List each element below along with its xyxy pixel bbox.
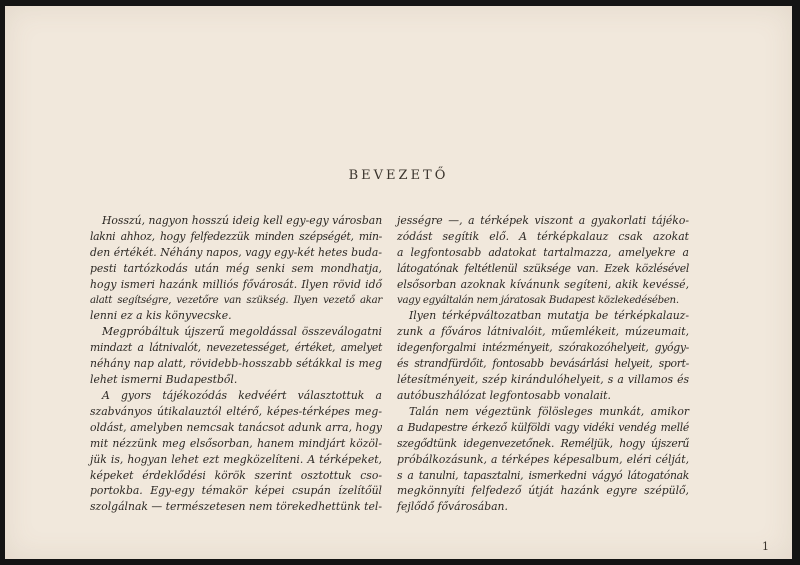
text-line: lakni ahhoz, hogy felfedezzük minden szépségét, min- (90, 229, 382, 243)
text-line: a legfontosabb adatokat tartalmazza, amelyekre a (397, 245, 689, 259)
text-line: és strandfürdőit, fontosabb bevásárlási helyeit, sport- (397, 357, 689, 371)
page-title: BEVEZETŐ (348, 168, 449, 183)
text-line: pesti tartózkodás után még senki sem mondhatja, (90, 261, 382, 275)
text-line: Talán nem végeztünk fölösleges munkát, amikor (409, 404, 689, 418)
text-line: látogatónak feltétlenül szüksége van. Ezek közlésével (397, 261, 689, 275)
text-column-left (90, 213, 382, 515)
page-number: 1 (762, 540, 769, 553)
text-line: mindazt a látnivalót, nevezetességet, értéket, amelyet (90, 341, 382, 355)
text-line: fejlődő fővárosában. (397, 500, 508, 514)
text-line: a Budapestre érkező külföldi vagy vidéki vendég mellé (397, 420, 689, 434)
text-line: elsősorban azoknak kívánunk segíteni, akik kevéssé, (397, 277, 689, 291)
text-line: képeket érdeklődési körök szerint osztottuk cso- (90, 468, 382, 482)
text-line: autóbuszhálózat legfontosabb vonalait. (397, 388, 611, 402)
text-line: hogy ismeri hazánk milliós fővárosát. Ilyen rövid idő (90, 277, 382, 291)
book-page (5, 6, 792, 559)
text-line: zunk a főváros látnivalóit, műemlékeit, múzeumait, (397, 325, 689, 339)
text-line: A gyors tájékozódás kedvéért választottuk a (102, 388, 382, 402)
text-column-right (397, 213, 689, 515)
text-line: megkönnyíti felfedező útját hazánk egyre szépülő, (397, 484, 689, 498)
text-line: den értékét. Néhány napos, vagy egy-két hetes buda- (90, 245, 382, 259)
text-line: idegenforgalmi intézményeit, szórakozóhelyeit, gyógy- (397, 341, 689, 355)
text-line: Megpróbáltuk újszerű megoldással összeválogatni (102, 325, 382, 339)
text-line: jességre —, a térképek viszont a gyakorlati tájéko- (397, 214, 689, 227)
text-line: jük is, hogyan lehet ezt megközelíteni. A térképeket, (90, 452, 382, 466)
text-line: alatt segítségre, vezetőre van szükség. Ilyen vezető akar (90, 294, 382, 306)
text-line: szegődtünk idegenvezetőnek. Reméljük, hogy újszerű (397, 436, 689, 450)
text-line: Hosszú, nagyon hosszú ideig kell egy-egy városban (102, 214, 383, 227)
text-line: létesítményeit, szép kirándulóhelyeit, s a villamos és (397, 373, 689, 387)
text-line: s a tanulni, tapasztalni, ismerkedni vágyó látogatónak (397, 468, 689, 482)
text-line: mit nézzünk meg elsősorban, hanem mindjárt közöl- (90, 436, 382, 450)
text-line: szolgálnak — természetesen nem törekedhettünk tel- (90, 500, 382, 514)
text-line: néhány nap alatt, rövidebb-hosszabb sétákkal is meg (90, 357, 382, 371)
text-line: lenni ez a kis könyvecske. (90, 309, 232, 323)
text-line: Ilyen térképváltozatban mutatja be térképkalauz- (409, 309, 689, 323)
text-line: zódást segítik elő. A térképkalauz csak azokat (397, 229, 689, 243)
text-line: lehet ismerni Budapestből. (90, 373, 238, 387)
text-line: próbálkozásunk, a térképes képesalbum, eléri célját, (397, 452, 689, 466)
text-line: szabványos útikalauztól eltérő, képes-térképes meg- (90, 404, 382, 418)
text-line: oldást, amelyben nemcsak tanácsot adunk arra, hogy (90, 420, 382, 434)
text-line: vagy egyáltalán nem járatosak Budapest közlekedésében. (397, 294, 679, 306)
text-line: portokba. Egy-egy témakör képei csupán ízelítőül (90, 484, 382, 498)
